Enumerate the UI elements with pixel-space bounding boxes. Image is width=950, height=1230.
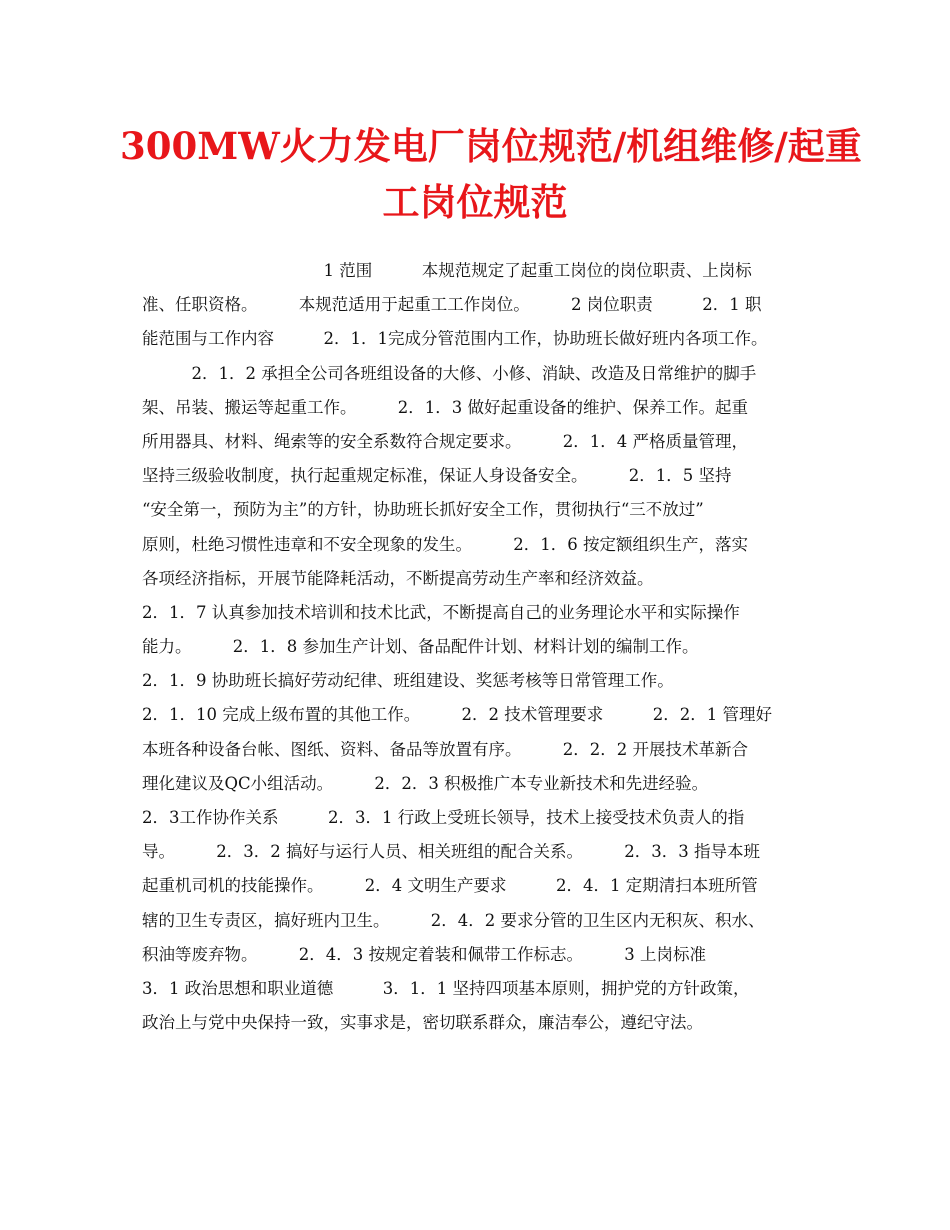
body-line: 政治上与党中央保持一致，实事求是，密切联系群众，廉洁奉公，遵纪守法。 xyxy=(142,1013,703,1033)
body-line: 所用器具、材料、绳索等的安全系数符合规定要求。 2．1．4 严格质量管理， xyxy=(142,431,748,451)
body-line: 2．1．7 认真参加技术培训和技术比武，不断提高自己的业务理论水平和实际操作 xyxy=(142,602,740,622)
title-line-2: 工岗位规范 xyxy=(382,180,568,224)
body-line: “安全第一，预防为主”的方针，协助班长抓好安全工作，贯彻执行“三不放过” xyxy=(142,500,704,520)
body-line: 2．1．9 协助班长搞好劳动纪律、班组建设、奖惩考核等日常管理工作。 xyxy=(142,671,674,691)
body-line: 辖的卫生专责区，搞好班内卫生。 2．4．2 要求分管的卫生区内无积灰、积水、 xyxy=(142,910,765,930)
body-line: 架、吊装、搬运等起重工作。 2．1．3 做好起重设备的维护、保养工作。起重 xyxy=(142,397,748,417)
body-line: 准、任职资格。 本规范适用于起重工工作岗位。 2 岗位职责 2．1 职 xyxy=(142,295,762,315)
body-line: 各项经济指标，开展节能降耗活动，不断提高劳动生产率和经济效益。 xyxy=(142,568,654,588)
body-line: 本班各种设备台帐、图纸、资料、备品等放置有序。 2．2．2 开展技术革新合 xyxy=(142,739,748,759)
body-line: 起重机司机的技能操作。 2．4 文明生产要求 2．4．1 定期清扫本班所管 xyxy=(142,876,758,896)
body-line: 2．1．10 完成上级布置的其他工作。 2．2 技术管理要求 2．2．1 管理好 xyxy=(142,705,772,725)
body-line: 原则，杜绝习惯性违章和不安全现象的发生。 2．1．6 按定额组织生产，落实 xyxy=(142,534,748,554)
body-line: 能范围与工作内容 2．1．1完成分管范围内工作，协助班长做好班内各项工作。 xyxy=(142,329,768,349)
document-title xyxy=(120,118,862,230)
body-line: 2．1．2 承担全公司各班组设备的大修、小修、消缺、改造及日常维护的脚手 xyxy=(142,363,757,383)
body-line: 积油等废弃物。 2．4．3 按规定着装和佩带工作标志。 3 上岗标准 xyxy=(142,944,706,964)
body-line: 坚持三级验收制度，执行起重规定标准，保证人身设备安全。 2．1．5 坚持 xyxy=(142,466,732,486)
body-line: 能力。 2．1．8 参加生产计划、备品配件计划、材料计划的编制工作。 xyxy=(142,637,699,657)
body-line: 导。 2．3．2 搞好与运行人员、相关班组的配合关系。 2．3．3 指导本班 xyxy=(142,842,760,862)
body-line: 1 范围 本规范规定了起重工岗位的岗位职责、上岗标 xyxy=(142,261,752,280)
body-line: 2．3工作协作关系 2．3．1 行政上受班长领导，技术上接受技术负责人的指 xyxy=(142,808,745,827)
title-line-1: 300MW火力发电厂岗位规范/机组维修/起重 xyxy=(120,124,862,168)
body-line: 理化建议及QC小组活动。 2．2．3 积极推广本专业新技术和先进经验。 xyxy=(142,773,709,793)
body-line: 3．1 政治思想和职业道德 3．1．1 坚持四项基本原则，拥护党的方针政策， xyxy=(142,978,750,998)
document-body xyxy=(142,254,822,1040)
